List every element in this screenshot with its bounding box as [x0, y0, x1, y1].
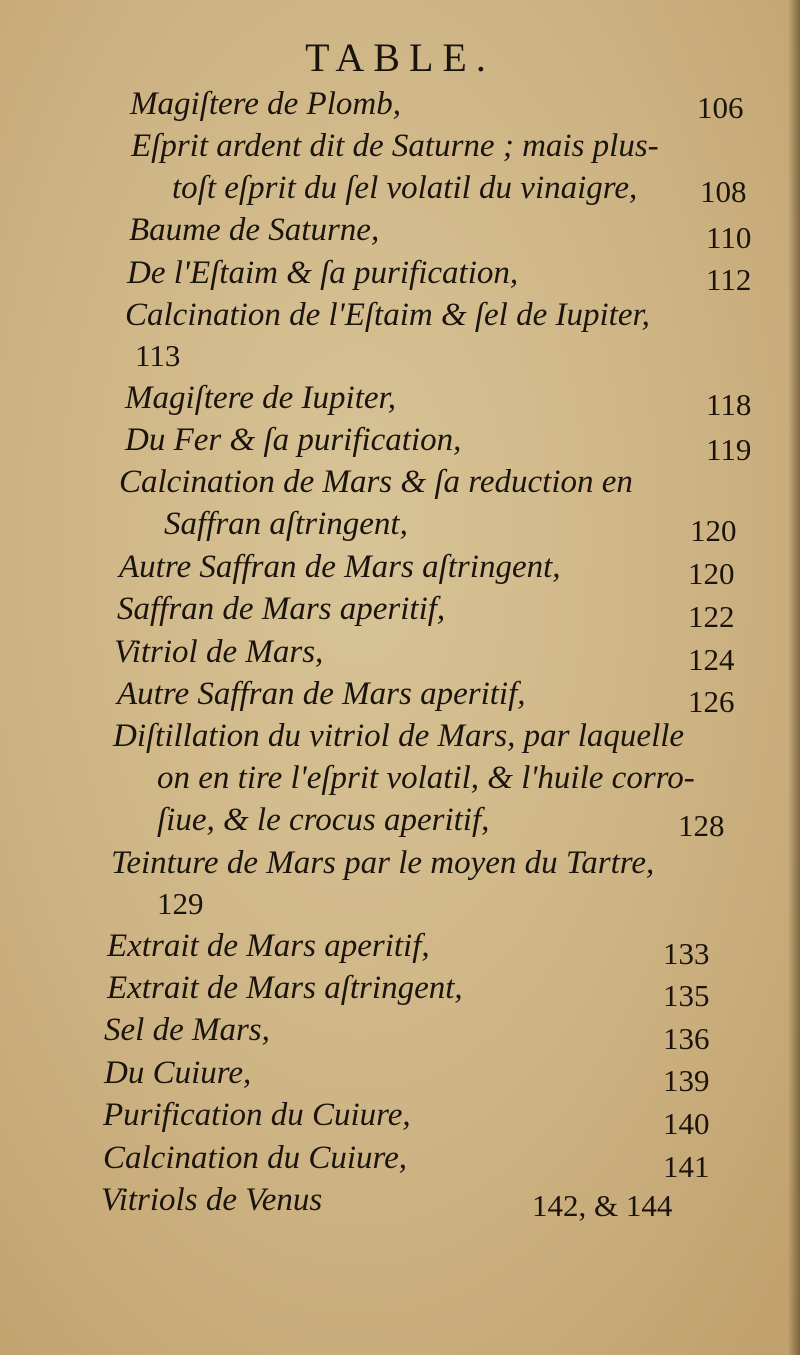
toc-entry-page-number: 106	[697, 90, 744, 125]
toc-entry-title-line: Saffran aſtringent,	[164, 506, 408, 542]
toc-entry-title-line: Vitriols de Venus	[101, 1182, 323, 1218]
toc-entry-title-line: Diſtillation du vitriol de Mars, par laquelle	[113, 718, 685, 754]
toc-entry-page-number: 124	[688, 642, 735, 677]
toc-entry-title-line: Baume de Saturne,	[129, 212, 380, 248]
page-header: TABLE.	[305, 35, 495, 80]
toc-entry-page-number: 113	[135, 338, 181, 373]
toc-entry-title-line: ſiue, & le crocus aperitif,	[157, 802, 490, 838]
toc-entry-page-number: 128	[678, 808, 725, 843]
toc-entry-title-line: Vitriol de Mars,	[114, 634, 324, 670]
toc-entry-title-line: Teinture de Mars par le moyen du Tartre,	[111, 845, 655, 881]
toc-entry-page-number: 110	[706, 220, 752, 255]
toc-entry-title-line: Purification du Cuiure,	[103, 1097, 411, 1133]
toc-entry-title-line: Calcination de l'Eſtaim & ſel de Iupiter,	[125, 297, 650, 333]
toc-entry-page-number: 108	[700, 174, 747, 209]
toc-entry-page-number: 112	[706, 262, 752, 297]
toc-entry-title-line: Magiſtere de Plomb,	[130, 86, 401, 122]
toc-entry-page-number: 140	[663, 1106, 710, 1141]
toc-entry-page-number: 135	[663, 978, 710, 1013]
page-edge-shadow	[788, 0, 800, 1355]
toc-entry-page-number: 118	[706, 387, 752, 422]
toc-entry-title-line: toſt eſprit du ſel volatil du vinaigre,	[172, 170, 638, 206]
toc-entry-title-line: Autre Saffran de Mars aſtringent,	[119, 549, 561, 585]
toc-entry-title-line: Eſprit ardent dit de Saturne ; mais plus-	[131, 128, 659, 164]
toc-entry-page-number: 139	[663, 1063, 710, 1098]
toc-entry-title-line: Du Fer & ſa purification,	[125, 422, 462, 458]
toc-entry-page-number: 142, & 144	[532, 1188, 673, 1223]
toc-entry-page-number: 133	[663, 936, 710, 971]
toc-entry-page-number: 120	[688, 556, 735, 591]
toc-entry-page-number: 119	[706, 432, 752, 467]
toc-entry-title-line: Extrait de Mars aſtringent,	[107, 970, 463, 1006]
toc-entry-title-line: Magiſtere de Iupiter,	[125, 380, 396, 416]
toc-entry-title-line: Autre Saffran de Mars aperitif,	[117, 676, 526, 712]
toc-entry-title-line: Du Cuiure,	[104, 1055, 252, 1091]
toc-entry-page-number: 141	[663, 1149, 710, 1184]
toc-entry-title-line: Calcination du Cuiure,	[103, 1140, 408, 1176]
toc-entry-page-number: 122	[688, 599, 735, 634]
toc-entry-title-line: Calcination de Mars & ſa reduction en	[119, 464, 633, 500]
toc-entry-title-line: De l'Eſtaim & ſa purification,	[127, 255, 519, 291]
toc-entry-page-number: 136	[663, 1021, 710, 1056]
toc-entry-page-number: 120	[690, 513, 737, 548]
toc-entry-title-line: Extrait de Mars aperitif,	[107, 928, 430, 964]
toc-entry-page-number: 126	[688, 684, 735, 719]
toc-entry-page-number: 129	[157, 886, 204, 921]
toc-entry-title-line: Saffran de Mars aperitif,	[117, 591, 446, 627]
toc-entry-title-line: Sel de Mars,	[104, 1012, 270, 1048]
toc-entry-title-line: on en tire l'eſprit volatil, & l'huile corro-	[157, 760, 695, 796]
